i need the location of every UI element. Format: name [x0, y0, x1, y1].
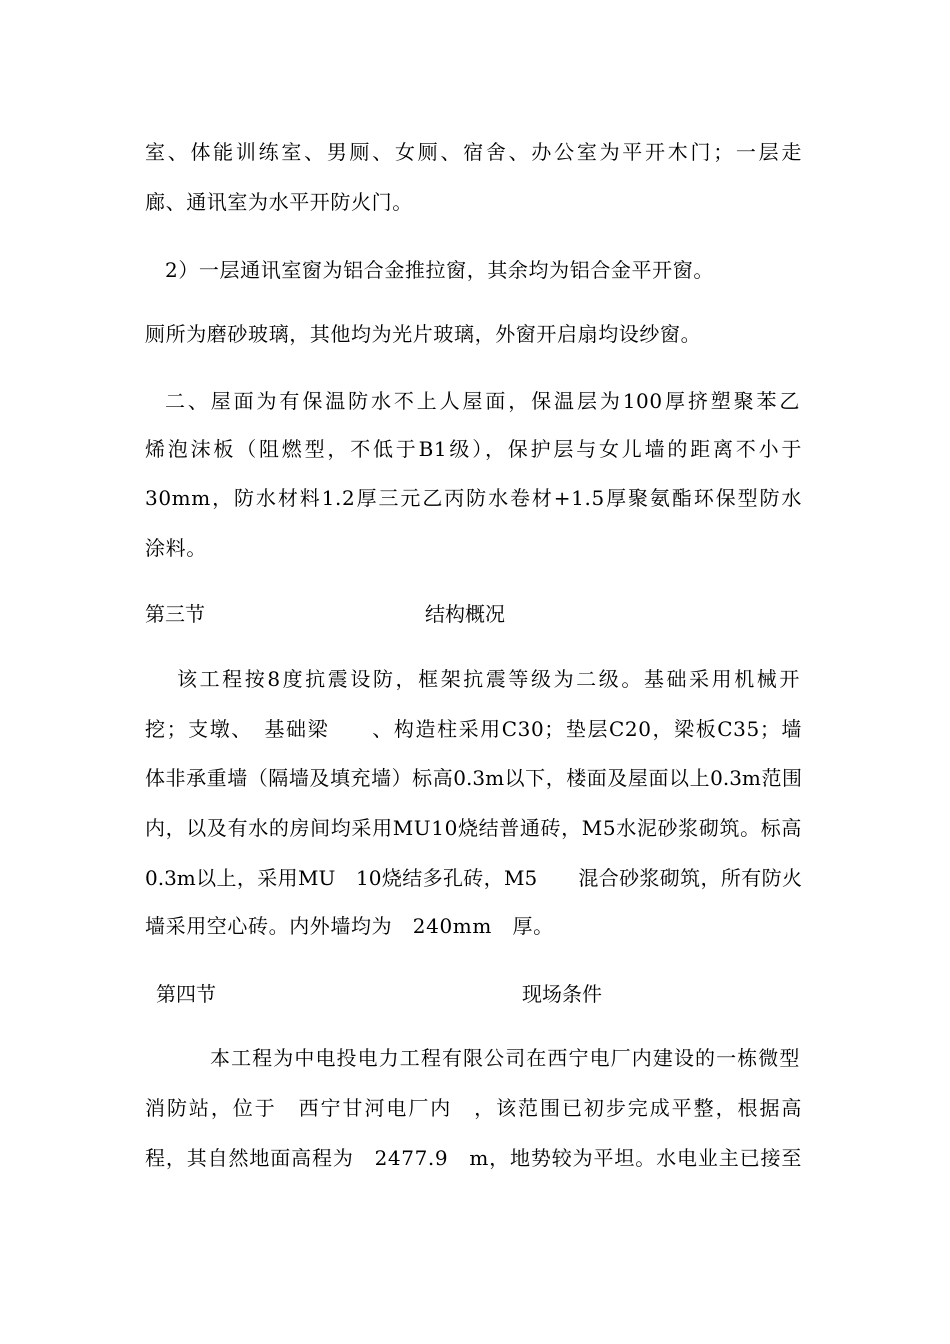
- paragraph-line: 程，其自然地面高程为 2477.9 m，地势较为平坦。水电业主已接至: [145, 1146, 802, 1170]
- paragraph-line: 消防站，位于 西宁甘河电厂内 ，该范围已初步完成平整，根据高: [145, 1096, 802, 1120]
- paragraph-line: 本工程为中电投电力工程有限公司在西宁电厂内建设的一栋微型: [210, 1046, 800, 1070]
- paragraph-line: 涂料。: [145, 536, 207, 560]
- paragraph-line: 室、体能训练室、男厕、女厕、宿舍、办公室为平开木门；一层走: [145, 140, 802, 164]
- paragraph-line: 厕所为磨砂玻璃，其他均为光片玻璃，外窗开启扇均设纱窗。: [145, 322, 702, 346]
- section-title: 现场条件: [522, 982, 602, 1006]
- section-number: 第四节: [156, 982, 216, 1006]
- paragraph-line: 烯泡沫板（阻燃型，不低于B1级），保护层与女儿墙的距离不小于: [145, 437, 802, 461]
- paragraph-line: 2）一层通讯室窗为铝合金推拉窗，其余均为铝合金平开窗。: [165, 258, 714, 282]
- paragraph-line: 墙采用空心砖。内外墙均为 240mm 厚。: [145, 914, 554, 938]
- paragraph-line: 廊、通讯室为水平开防火门。: [145, 190, 413, 214]
- paragraph-line: 体非承重墙（隔墙及填充墙）标高0.3m以下，楼面及屋面以上0.3m范围: [145, 766, 802, 790]
- paragraph-line: 内，以及有水的房间均采用MU10烧结普通砖，M5水泥砂浆砌筑。标高: [145, 816, 802, 840]
- section-number: 第三节: [145, 602, 205, 626]
- paragraph-line: 30mm，防水材料1.2厚三元乙丙防水卷材+1.5厚聚氨酯环保型防水: [145, 486, 802, 510]
- paragraph-line: 该工程按8度抗震设防，框架抗震等级为二级。基础采用机械开: [177, 667, 800, 691]
- paragraph-line: 挖；支墩、 基础梁 、构造柱采用C30；垫层C20，梁板C35；墙: [145, 717, 802, 741]
- section-title: 结构概况: [425, 602, 505, 626]
- paragraph-line: 二、屋面为有保温防水不上人屋面，保温层为100厚挤塑聚苯乙: [165, 389, 800, 413]
- paragraph-line: 0.3m以上，采用MU 10烧结多孔砖，M5 混合砂浆砌筑，所有防火: [145, 866, 802, 890]
